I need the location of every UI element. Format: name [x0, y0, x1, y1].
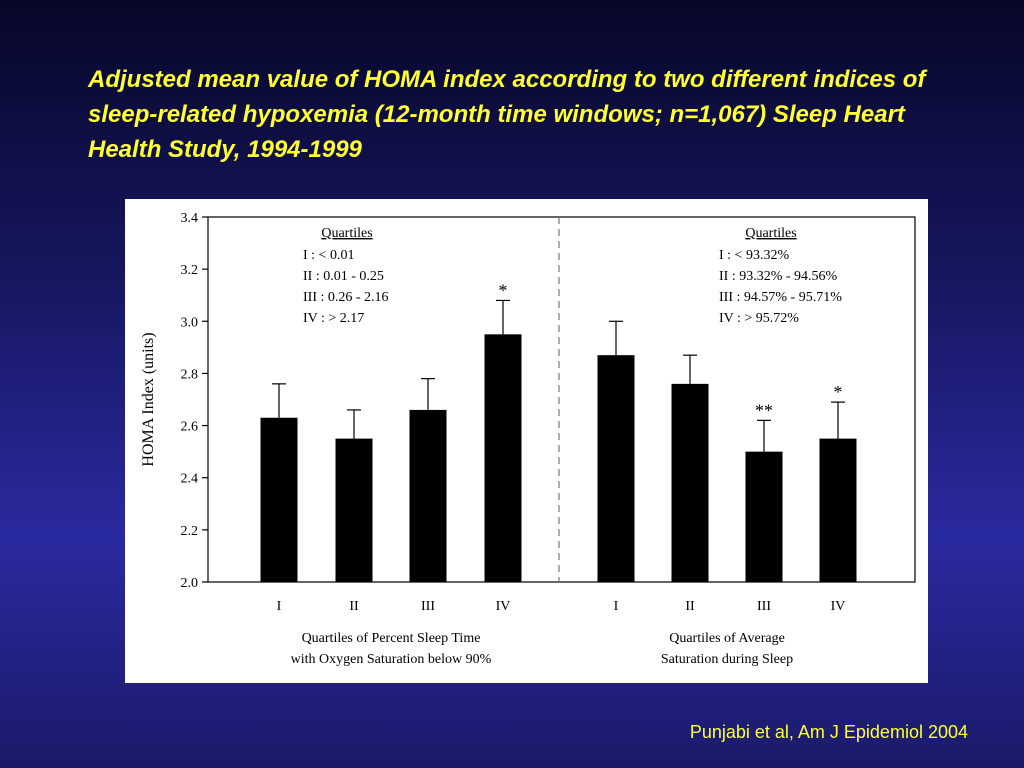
significance-marker: * [498, 280, 508, 301]
legend-entry: IV : > 95.72% [719, 311, 799, 326]
group-axis-label: Quartiles of Percent Sleep Time [301, 631, 481, 646]
y-tick-label: 2.2 [180, 523, 198, 539]
x-tick-label: III [757, 599, 771, 614]
legend-title: Quartiles [745, 226, 797, 241]
bar-chart [125, 199, 928, 683]
bar [336, 439, 373, 582]
legend-entry: II : 0.01 - 0.25 [303, 269, 384, 284]
bar [485, 334, 522, 582]
y-tick-label: 2.6 [180, 419, 198, 435]
bar [410, 410, 447, 582]
group-axis-label: Saturation during Sleep [660, 652, 794, 667]
bar [746, 452, 783, 582]
x-tick-label: III [421, 599, 435, 614]
group-axis-label: with Oxygen Saturation below 90% [290, 652, 492, 667]
x-tick-label: IV [830, 599, 846, 614]
bar [261, 418, 298, 582]
x-tick-label: I [613, 599, 619, 614]
y-tick-label: 2.8 [180, 367, 198, 383]
significance-marker: ** [755, 400, 773, 421]
significance-marker: * [833, 382, 843, 403]
y-tick-label: 3.0 [180, 315, 198, 331]
x-tick-label: I [276, 599, 282, 614]
x-tick-label: II [685, 599, 695, 614]
bar [598, 355, 635, 582]
legend-entry: IV : > 2.17 [303, 311, 365, 326]
chart-panel [125, 199, 928, 683]
y-axis-label: HOMA Index (units) [140, 332, 157, 467]
y-tick-label: 3.4 [180, 211, 198, 226]
citation: Punjabi et al, Am J Epidemiol 2004 [689, 722, 968, 742]
bar [820, 439, 857, 582]
x-tick-label: II [349, 599, 359, 614]
slide-title: Adjusted mean value of HOMA index according to two different indices of sleep-related hypoxemia (12-month time windows; n=1,067) Sleep Heart Health Study, 1994-1999 [88, 66, 926, 163]
legend-title: Quartiles [321, 226, 373, 241]
y-tick-label: 3.2 [180, 263, 198, 279]
legend-entry: I : < 93.32% [719, 248, 790, 263]
x-tick-label: IV [495, 599, 511, 614]
legend-entry: III : 0.26 - 2.16 [303, 290, 389, 305]
legend-entry: I : < 0.01 [303, 248, 355, 263]
legend-entry: II : 93.32% - 94.56% [719, 269, 838, 284]
legend-entry: III : 94.57% - 95.71% [719, 290, 842, 305]
bar [672, 384, 709, 582]
y-tick-label: 2.4 [180, 471, 198, 487]
y-tick-label: 2.0 [180, 576, 198, 591]
group-axis-label: Quartiles of Average [669, 631, 785, 646]
